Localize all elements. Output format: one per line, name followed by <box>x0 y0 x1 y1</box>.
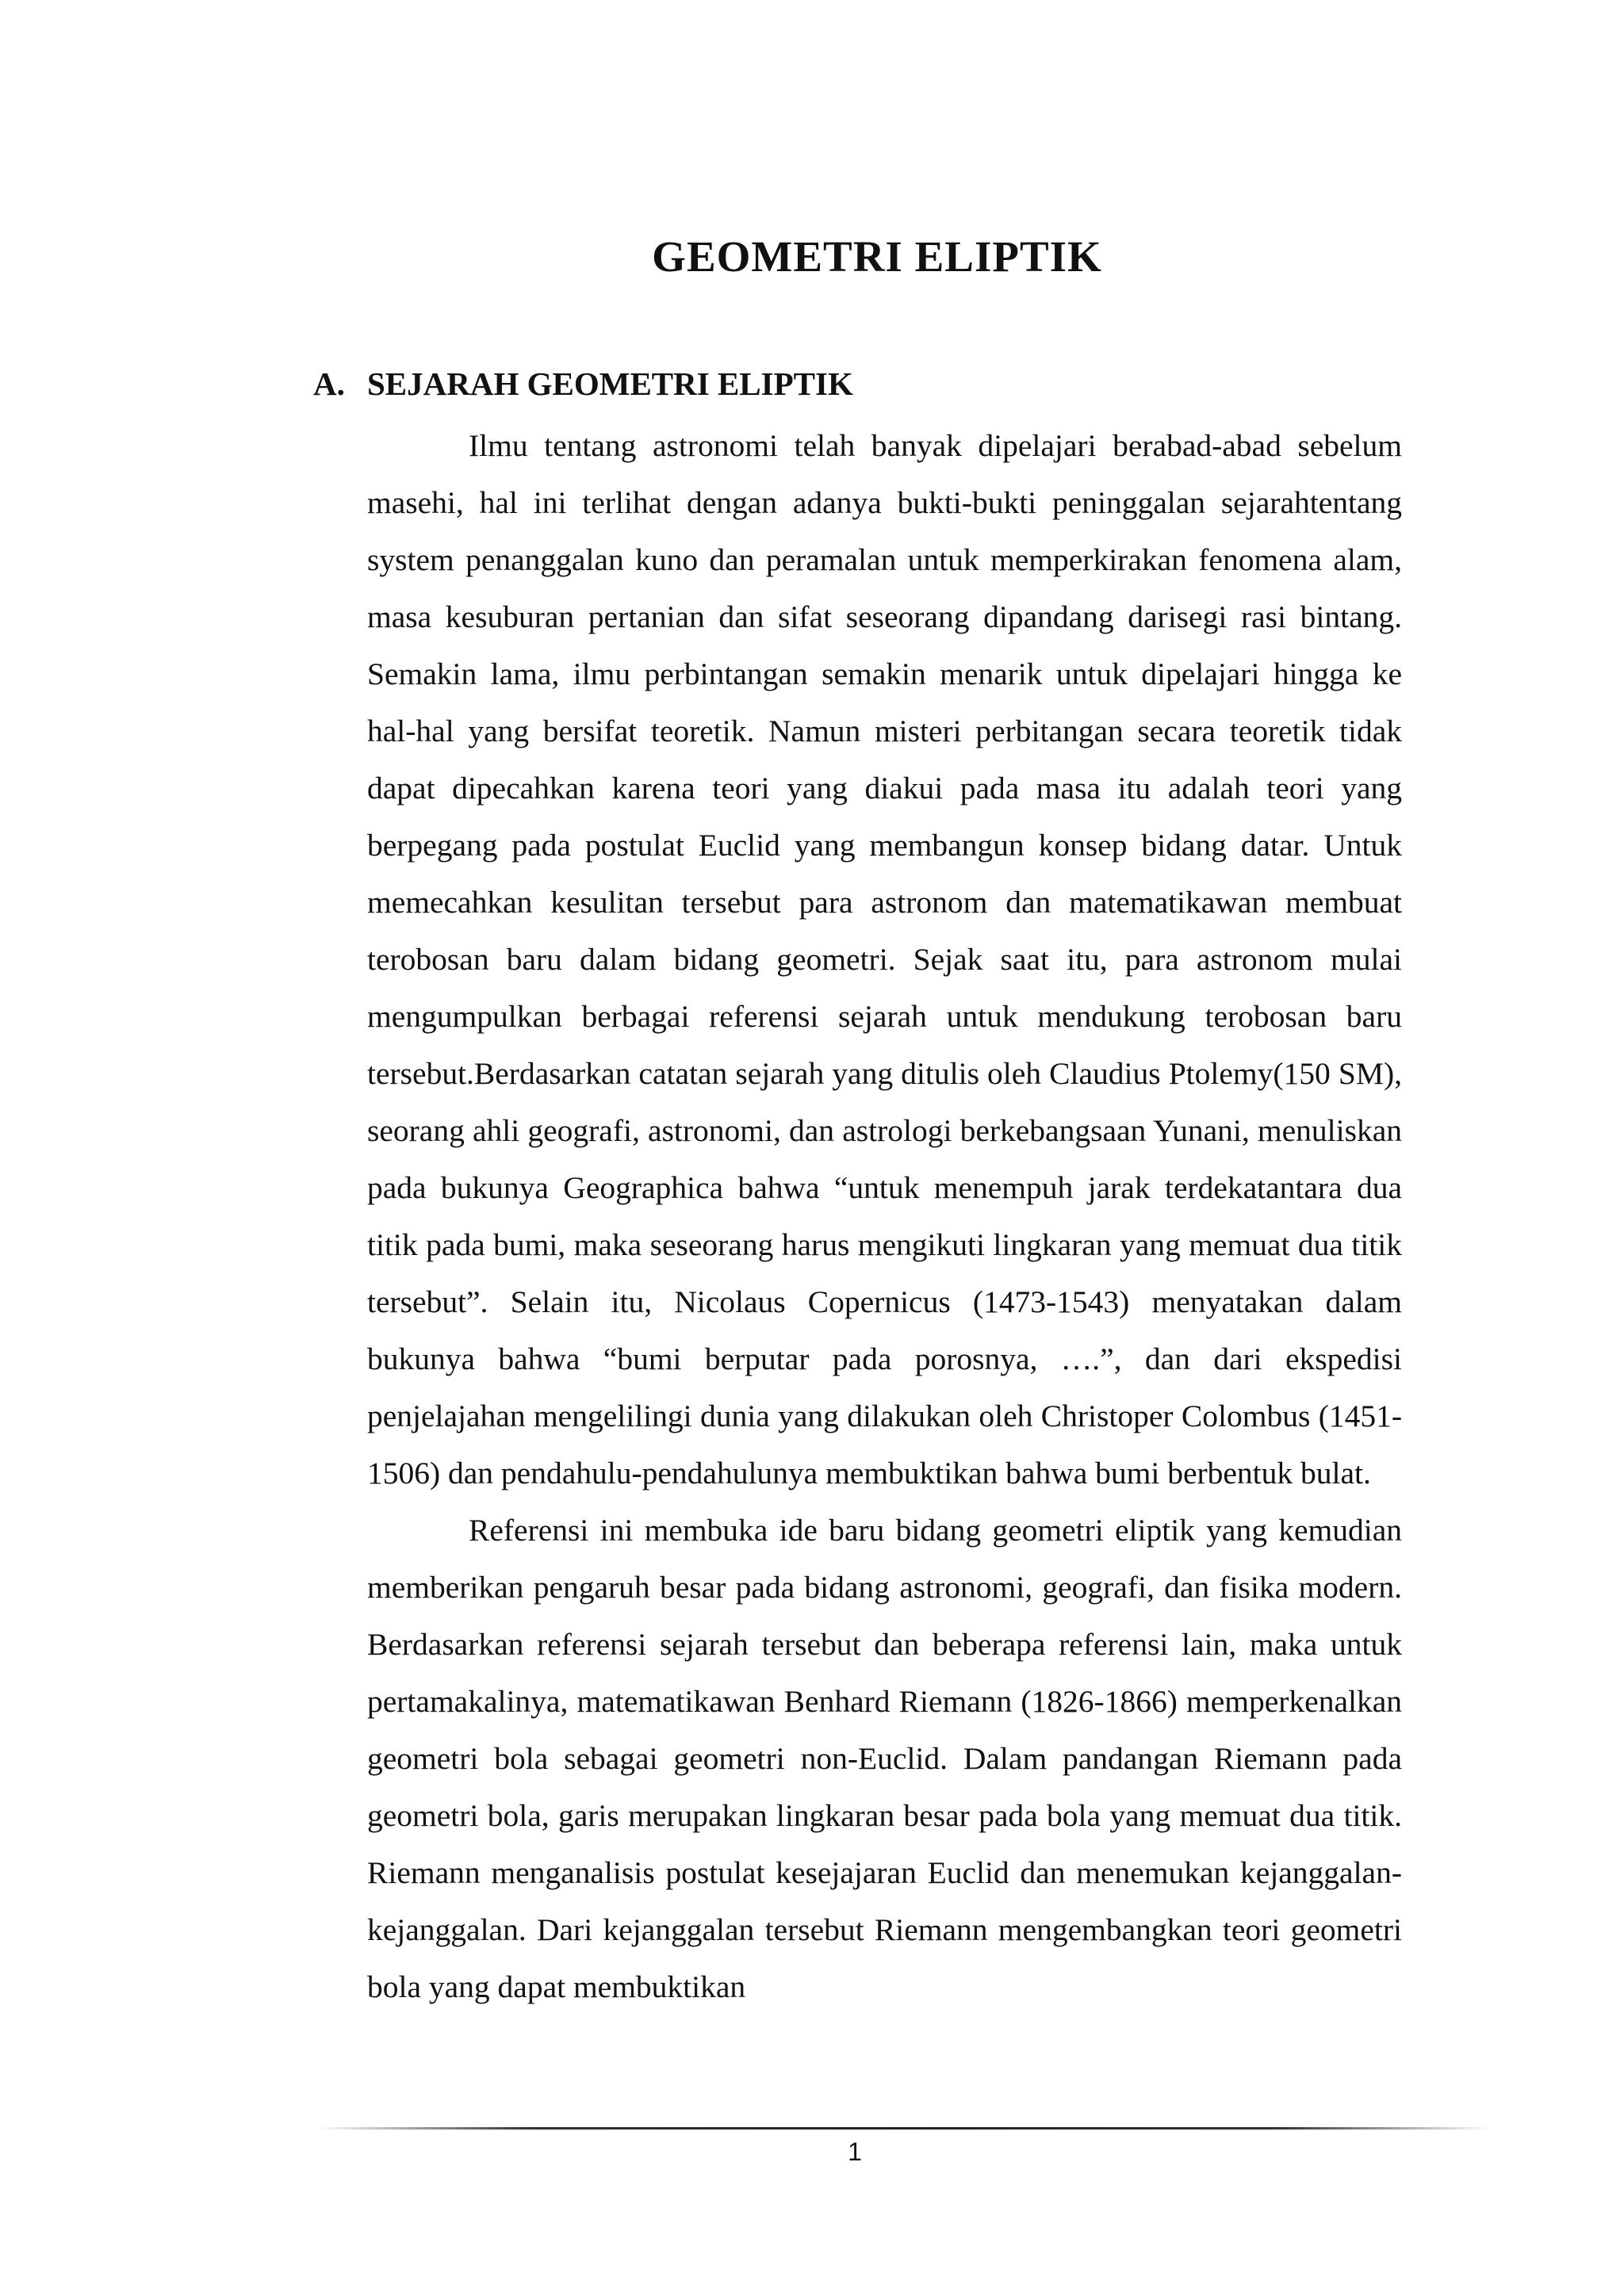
paragraph-1: Ilmu tentang astronomi telah banyak dipelajari berabad-abad sebelum masehi, hal ini terlihat dengan adanya bukti-bukti peninggalan sejarahtentang system penanggalan kuno dan peramalan untuk memperkirakan fenomena alam, masa kesuburan pertanian dan sifat seseorang dipandang darisegi rasi bintang. Semakin lama, ilmu perbintangan semakin menarik untuk dipelajari hingga ke hal-hal yang bersifat teoretik. Namun misteri perbitangan secara teoretik tidak dapat dipecahkan karena teori yang diakui pada masa itu adalah teori yang berpegang pada postulat Euclid yang membangun konsep bidang datar. Untuk memecahkan kesulitan tersebut para astronom dan matematikawan membuat terobosan baru dalam bidang geometri. Sejak saat itu, para astronom mulai mengumpulkan berbagai referensi sejarah untuk mendukung terobosan baru tersebut.Berdasarkan catatan sejarah yang ditulis oleh Claudius Ptolemy(150 SM), seorang ahli geografi, astronomi, dan astrologi berkebangsaan Yunani, menuliskan pada bukunya Geographica bahwa “untuk menempuh jarak terdekatantara dua titik pada bumi, maka seseorang harus mengikuti lingkaran yang memuat dua titik tersebut”. Selain itu, Nicolaus Copernicus (1473-1543) menyatakan dalam bukunya bahwa “bumi berputar pada porosnya, ….”, dan dari ekspedisi penjelajahan mengelilingi dunia yang dilakukan oleh Christoper Colombus (1451-1506) dan pendahulu-pendahulunya membuktikan bahwa bumi berbentuk bulat. <box>367 428 1402 1490</box>
section-number: A. <box>313 365 345 402</box>
section-heading <box>313 363 853 404</box>
body-text <box>367 417 1402 2015</box>
document-title: GEOMETRI ELIPTIK <box>652 232 1102 281</box>
section-heading-text: SEJARAH GEOMETRI ELIPTIK <box>367 365 853 402</box>
footer-divider <box>317 2127 1491 2130</box>
page-number: 1 <box>848 2137 862 2166</box>
paragraph-2: Referensi ini membuka ide baru bidang geometri eliptik yang kemudian memberikan pengaruh besar pada bidang astronomi, geografi, dan fisika modern. Berdasarkan referensi sejarah tersebut dan beberapa referensi lain, maka untuk pertamakalinya, matematikawan Benhard Riemann (1826-1866) memperkenalkan geometri bola sebagai geometri non-Euclid. Dalam pandangan Riemann pada geometri bola, garis merupakan lingkaran besar pada bola yang memuat dua titik. Riemann menganalisis postulat kesejajaran Euclid dan menemukan kejanggalan-kejanggalan. Dari kejanggalan tersebut Riemann mengembangkan teori geometri bola yang dapat membuktikan <box>367 1513 1402 2004</box>
